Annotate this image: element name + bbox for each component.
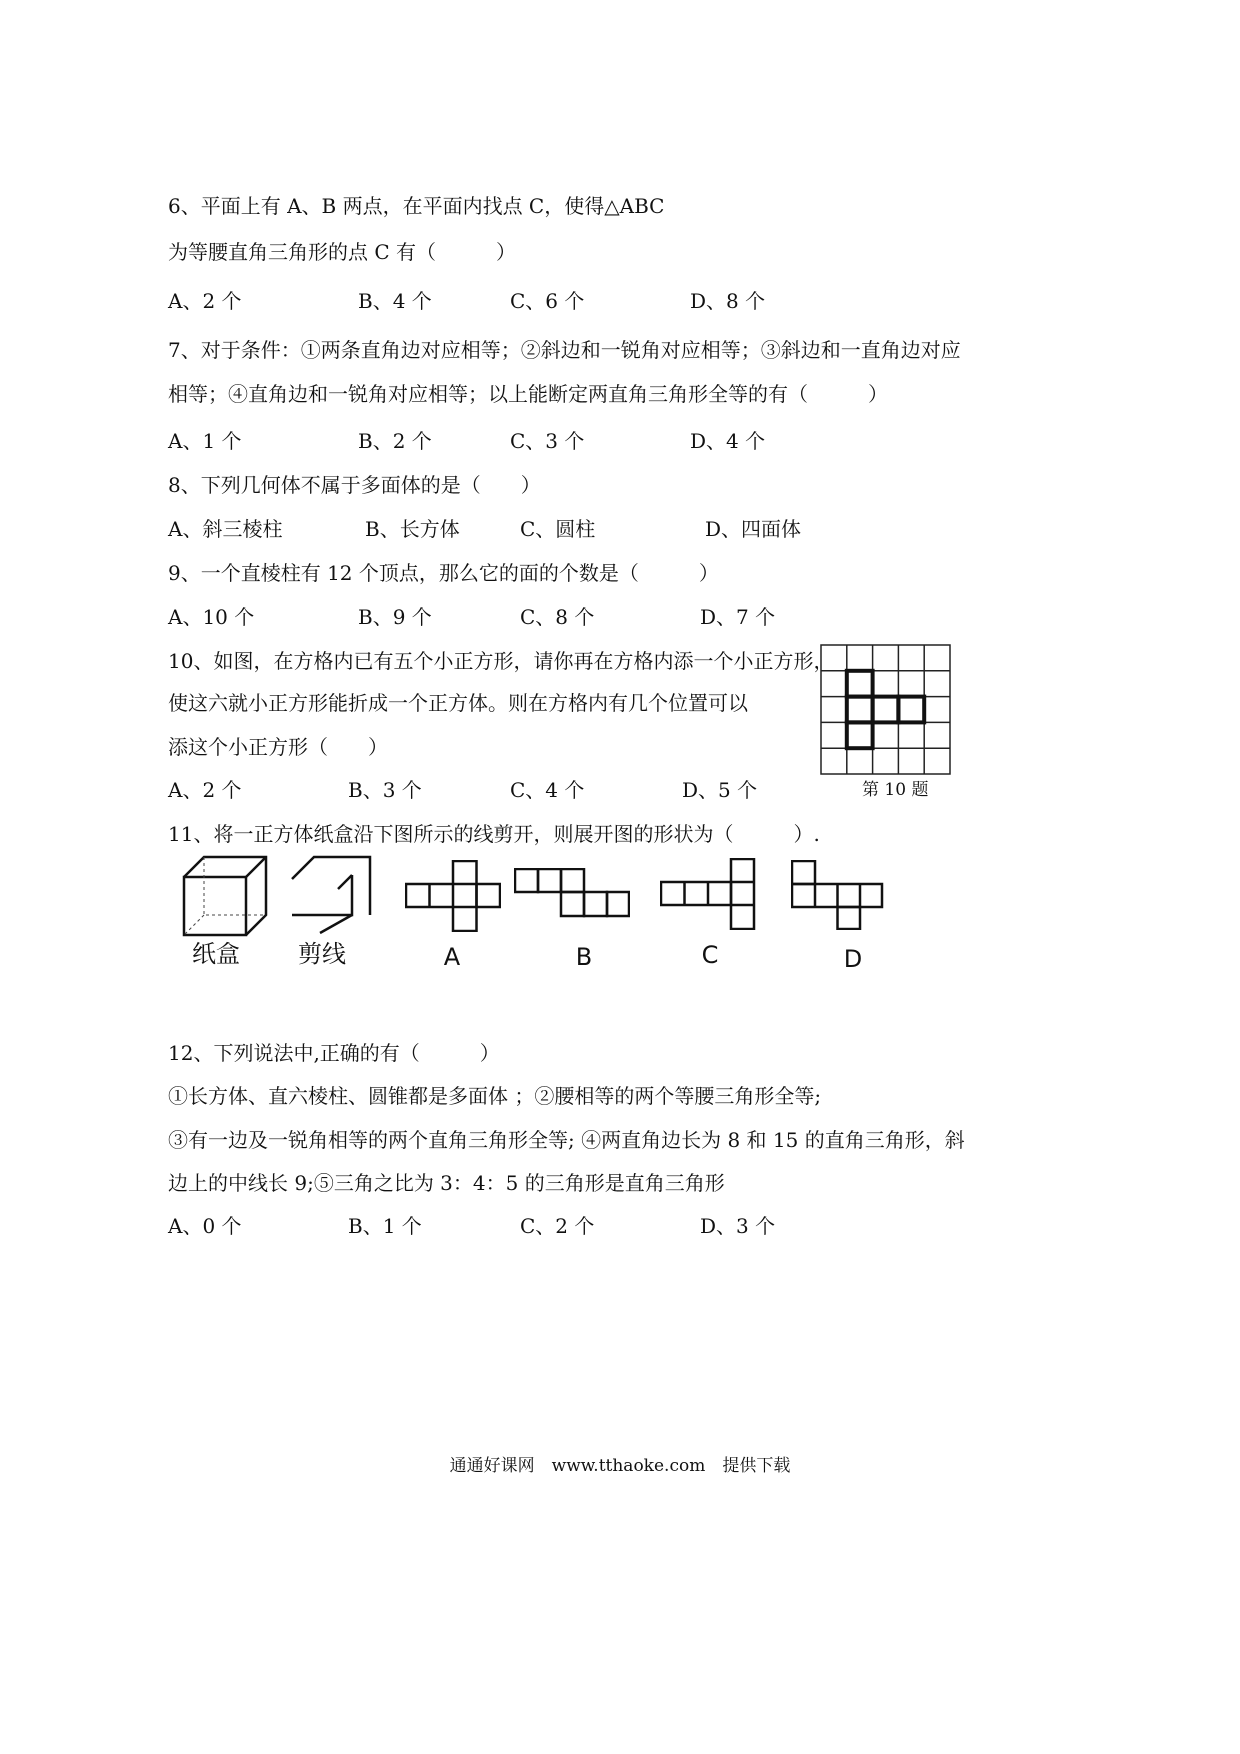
net-option-c-figure xyxy=(660,858,756,930)
q6-stem-line2: 为等腰直角三角形的点 C 有（ ） xyxy=(168,240,517,264)
q7-stem-line1: 7、对于条件：①两条直角边对应相等；②斜边和一锐角对应相等；③斜边和一直角边对应 xyxy=(168,338,961,362)
q7-option-c: C、3 个 xyxy=(510,429,585,453)
net-option-a-figure xyxy=(405,860,501,932)
q10-stem-line2: 使这六就小正方形能折成一个正方体。则在方格内有几个位置可以 xyxy=(168,691,748,715)
cut-line-label: 剪线 xyxy=(298,940,346,968)
q6-option-a: A、2 个 xyxy=(168,289,242,313)
q8-option-b: B、长方体 xyxy=(365,517,460,541)
q10-stem-line3: 添这个小正方形（ ） xyxy=(168,735,388,759)
q9-option-a: A、10 个 xyxy=(168,605,255,629)
q6-option-b: B、4 个 xyxy=(358,289,432,313)
cut-line-figure xyxy=(290,855,376,937)
net-option-b-label: B xyxy=(575,943,593,971)
net-option-d-figure xyxy=(791,860,885,930)
q8-option-a: A、斜三棱柱 xyxy=(168,517,283,541)
q12-stem-line2: ①长方体、直六棱柱、圆锥都是多面体 ；②腰相等的两个等腰三角形全等; xyxy=(168,1084,822,1108)
q7-option-b: B、2 个 xyxy=(358,429,432,453)
paper-box-cube-figure xyxy=(182,855,268,937)
q10-option-c: C、4 个 xyxy=(510,778,585,802)
q11-stem: 11、将一正方体纸盒沿下图所示的线剪开，则展开图的形状为（ ）. xyxy=(168,822,820,846)
q7-stem-line2: 相等；④直角边和一锐角对应相等；以上能断定两直角三角形全等的有（ ） xyxy=(168,382,888,406)
net-option-d-label: D xyxy=(843,945,863,973)
q10-grid-figure xyxy=(820,644,952,776)
q12-option-b: B、1 个 xyxy=(348,1214,422,1238)
q12-stem-line4: 边上的中线长 9;⑤三角之比为 3：4：5 的三角形是直角三角形 xyxy=(168,1171,725,1195)
q8-option-c: C、圆柱 xyxy=(520,517,596,541)
net-option-b-figure xyxy=(514,868,630,918)
q7-option-a: A、1 个 xyxy=(168,429,242,453)
q12-option-c: C、2 个 xyxy=(520,1214,595,1238)
q9-option-d: D、7 个 xyxy=(700,605,776,629)
q6-stem-line1: 6、平面上有 A、B 两点，在平面内找点 C，使得△ABC xyxy=(168,194,665,218)
q9-option-b: B、9 个 xyxy=(358,605,432,629)
page-footer: 通通好课网 www.tthaoke.com 提供下载 xyxy=(449,1456,791,1476)
q12-stem-line1: 12、下列说法中,正确的有（ ） xyxy=(168,1041,500,1065)
q8-stem: 8、下列几何体不属于多面体的是（ ） xyxy=(168,473,541,497)
q9-option-c: C、8 个 xyxy=(520,605,595,629)
q10-figure-caption: 第 10 题 xyxy=(862,780,929,800)
q10-option-d: D、5 个 xyxy=(682,778,758,802)
q7-option-d: D、4 个 xyxy=(690,429,766,453)
q12-option-a: A、0 个 xyxy=(168,1214,242,1238)
q9-stem: 9、一个直棱柱有 12 个顶点，那么它的面的个数是（ ） xyxy=(168,561,719,585)
q12-option-d: D、3 个 xyxy=(700,1214,776,1238)
q12-stem-line3: ③有一边及一锐角相等的两个直角三角形全等; ④两直角边长为 8 和 15 的直角三角形，斜 xyxy=(168,1128,965,1152)
q8-option-d: D、四面体 xyxy=(705,517,802,541)
net-option-c-label: C xyxy=(701,941,719,969)
q6-option-d: D、8 个 xyxy=(690,289,766,313)
q10-option-a: A、2 个 xyxy=(168,778,242,802)
q6-option-c: C、6 个 xyxy=(510,289,585,313)
q10-stem-line1: 10、如图，在方格内已有五个小正方形，请你再在方格内添一个小正方形， xyxy=(168,649,834,673)
paper-box-label: 纸盒 xyxy=(192,940,240,968)
q10-option-b: B、3 个 xyxy=(348,778,422,802)
net-option-a-label: A xyxy=(443,943,461,971)
